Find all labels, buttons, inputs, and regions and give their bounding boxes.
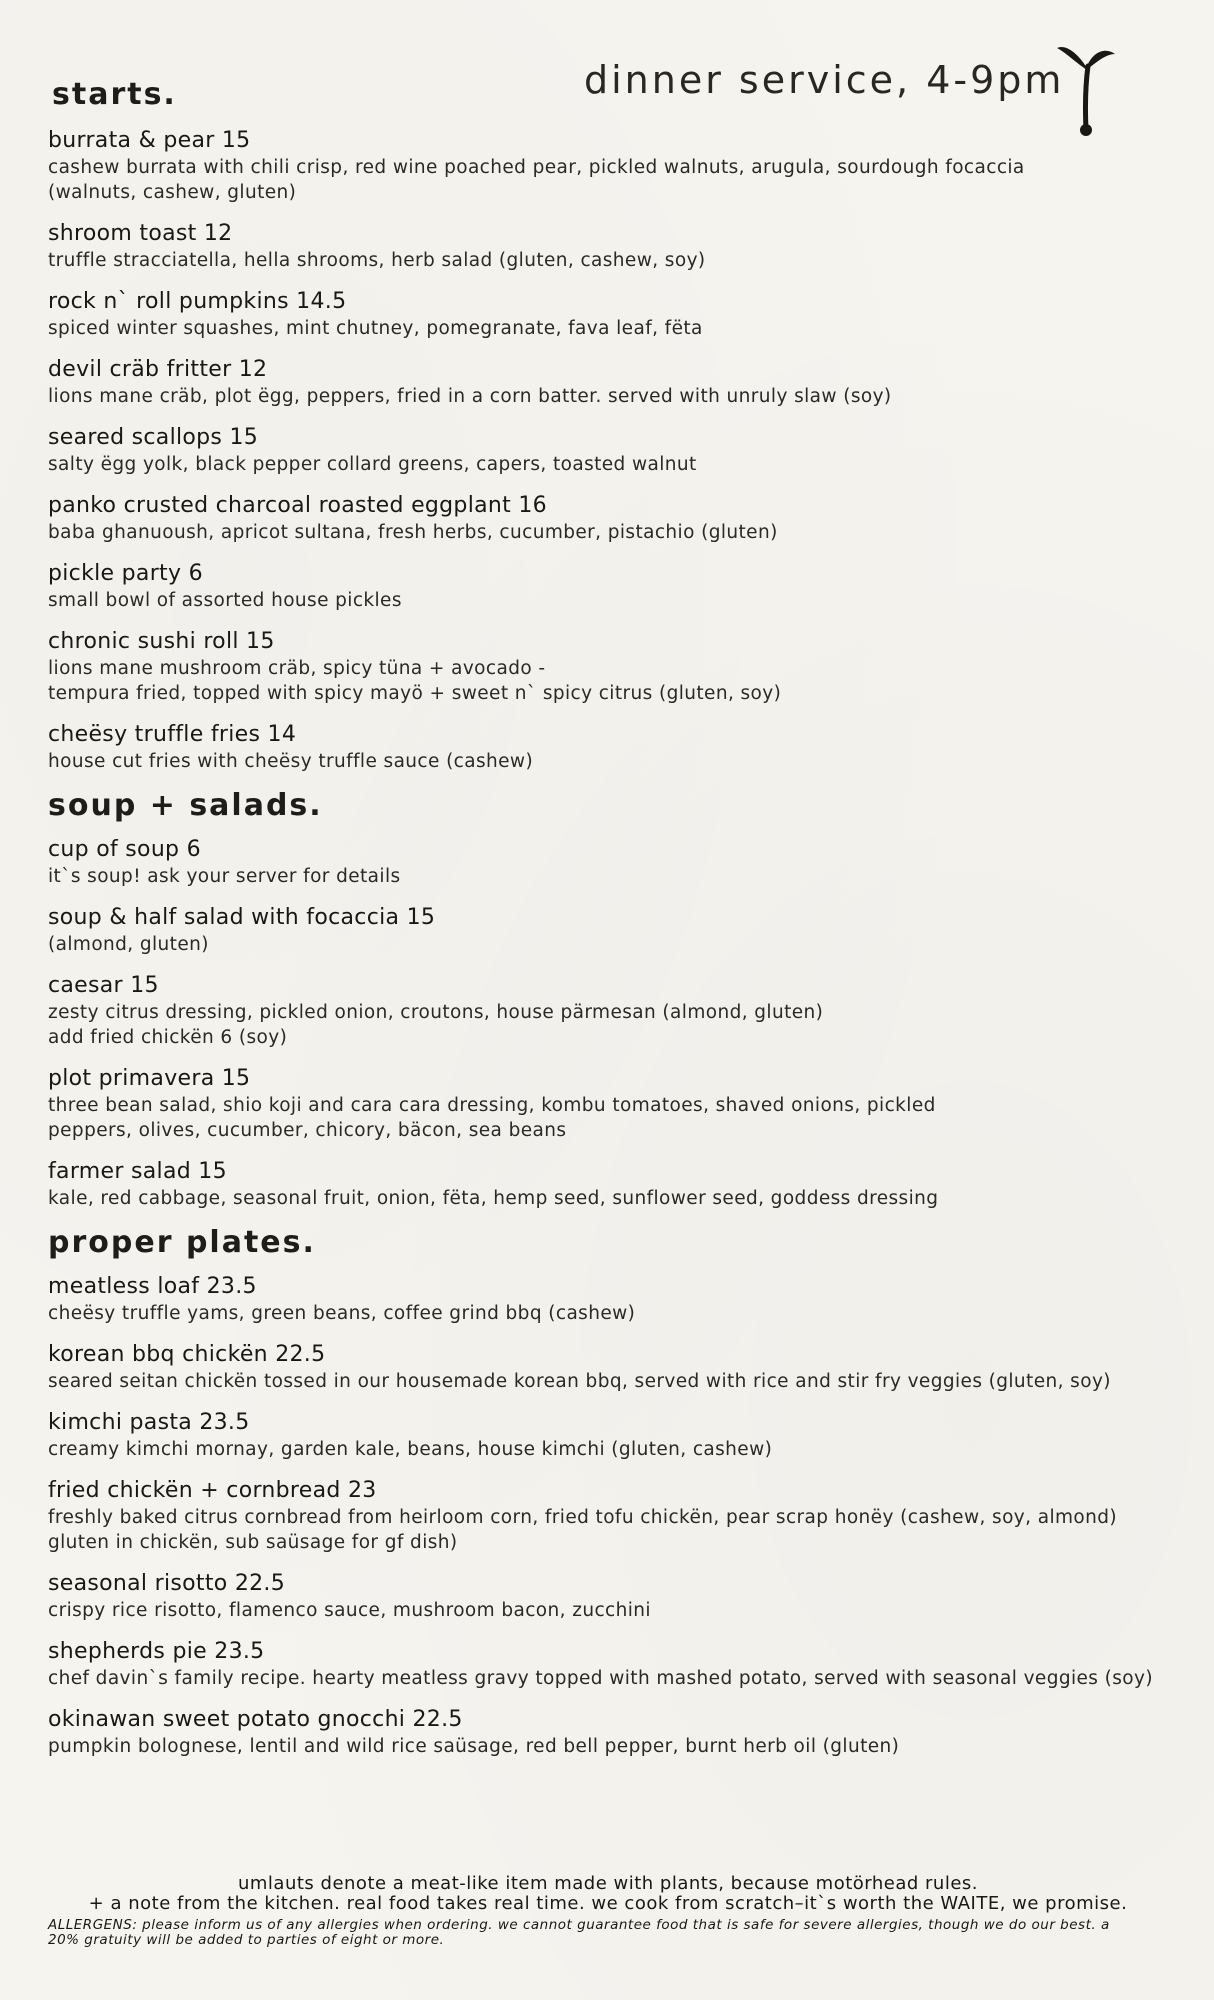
item-name: korean bbq chickën 22.5 — [48, 1342, 326, 1367]
section-title-proper-plates: proper plates. — [48, 1225, 316, 1260]
item-name: cheësy truffle fries 14 — [48, 722, 297, 747]
menu-item — [48, 1477, 1168, 1555]
menu-item — [48, 356, 1168, 409]
item-description: lions mane mushroom cräb, spicy tüna + avocado - tempura fried, topped with spicy mayö + sweet n` spicy citrus (gluten, soy) — [48, 658, 782, 704]
item-name: pickle party 6 — [48, 561, 203, 586]
proper-plates-list — [48, 1273, 1168, 1759]
item-name: shroom toast 12 — [48, 221, 233, 246]
menu-item — [48, 1273, 1168, 1326]
item-description: truffle stracciatella, hella shrooms, herb salad (gluten, cashew, soy) — [48, 250, 706, 271]
item-description: lions mane cräb, plot ëgg, peppers, fried in a corn batter. served with unruly slaw (soy) — [48, 386, 892, 407]
menu-item — [48, 1570, 1168, 1623]
item-description: creamy kimchi mornay, garden kale, beans, house kimchi (gluten, cashew) — [48, 1439, 773, 1460]
allergens-note: ALLERGENS: please inform us of any allergies when ordering. we cannot guarantee food that is safe for severe allergies, though we do our best. a 20% gratuity will be added to parties of eight or more. — [48, 1917, 1110, 1948]
item-name: plot primavera 15 — [48, 1066, 251, 1091]
item-description: house cut fries with cheësy truffle sauce (cashew) — [48, 751, 534, 772]
item-description: salty ëgg yolk, black pepper collard greens, capers, toasted walnut — [48, 454, 697, 475]
menu-item — [48, 972, 1168, 1050]
menu-item — [48, 721, 1168, 774]
section-title-starts: starts. — [52, 77, 177, 112]
item-name: panko crusted charcoal roasted eggplant 16 — [48, 493, 547, 518]
item-name: seasonal risotto 22.5 — [48, 1571, 285, 1596]
item-description: three bean salad, shio koji and cara cara dressing, kombu tomatoes, shaved onions, pickled peppers, olives, cucumber, chicory, bäcon, sea beans — [48, 1095, 936, 1141]
item-name: caesar 15 — [48, 973, 159, 998]
menu-content — [48, 78, 1168, 1774]
item-name: farmer salad 15 — [48, 1159, 227, 1184]
item-description: (almond, gluten) — [48, 934, 209, 955]
item-description: small bowl of assorted house pickles — [48, 590, 402, 611]
item-description: cashew burrata with chili crisp, red wine poached pear, pickled walnuts, arugula, sourdough focaccia (walnuts, cashew, gluten) — [48, 157, 1025, 203]
menu-item — [48, 1706, 1168, 1759]
menu-item — [48, 1638, 1168, 1691]
menu-item — [48, 424, 1168, 477]
item-name: seared scallops 15 — [48, 425, 259, 450]
item-description: chef davin`s family recipe. hearty meatless gravy topped with mashed potato, served with seasonal veggies (soy) — [48, 1668, 1153, 1689]
menu-item — [48, 560, 1168, 613]
item-description: zesty citrus dressing, pickled onion, croutons, house pärmesan (almond, gluten) add fried chickën 6 (soy) — [48, 1002, 824, 1048]
item-description: seared seitan chickën tossed in our housemade korean bbq, served with rice and stir fry veggies (gluten, soy) — [48, 1371, 1111, 1392]
item-name: shepherds pie 23.5 — [48, 1639, 265, 1664]
umlaut-note: umlauts denote a meat-like item made with plants, because motörhead rules. — [237, 1873, 979, 1894]
item-name: rock n` roll pumpkins 14.5 — [48, 289, 347, 314]
item-description: it`s soup! ask your server for details — [48, 866, 401, 887]
kitchen-note: + a note from the kitchen. real food takes real time. we cook from scratch–it`s worth the WAITE, we promise. — [88, 1893, 1128, 1914]
menu-item — [48, 127, 1168, 205]
item-description: freshly baked citrus cornbread from heirloom corn, fried tofu chickën, pear scrap honëy (cashew, soy, almond) gluten in chickën, sub saüsage for gf dish) — [48, 1507, 1118, 1553]
soup-salads-list — [48, 836, 1168, 1211]
service-hours-title: dinner service, 4-9pm — [584, 58, 1065, 102]
item-description: kale, red cabbage, seasonal fruit, onion, fëta, hemp seed, sunflower seed, goddess dressing — [48, 1188, 939, 1209]
item-description: cheësy truffle yams, green beans, coffee grind bbq (cashew) — [48, 1303, 636, 1324]
menu-item — [48, 220, 1168, 273]
item-description: spiced winter squashes, mint chutney, pomegranate, fava leaf, fëta — [48, 318, 703, 339]
menu-footer — [48, 1874, 1168, 1948]
menu-item — [48, 628, 1168, 706]
menu-item — [48, 904, 1168, 957]
item-description: crispy rice risotto, flamenco sauce, mushroom bacon, zucchini — [48, 1600, 651, 1621]
item-name: cup of soup 6 — [48, 837, 201, 862]
section-title-soup-salads: soup + salads. — [48, 788, 323, 823]
menu-item — [48, 1065, 1168, 1143]
item-description: pumpkin bolognese, lentil and wild rice saüsage, red bell pepper, burnt herb oil (gluten) — [48, 1736, 900, 1757]
item-name: burrata & pear 15 — [48, 128, 251, 153]
item-name: kimchi pasta 23.5 — [48, 1410, 250, 1435]
menu-item — [48, 492, 1168, 545]
item-name: okinawan sweet potato gnocchi 22.5 — [48, 1707, 463, 1732]
item-name: meatless loaf 23.5 — [48, 1274, 257, 1299]
item-name: soup & half salad with focaccia 15 — [48, 905, 436, 930]
starts-list — [48, 127, 1168, 774]
menu-item — [48, 1409, 1168, 1462]
item-name: chronic sushi roll 15 — [48, 629, 275, 654]
menu-item — [48, 1341, 1168, 1394]
item-description: baba ghanuoush, apricot sultana, fresh herbs, cucumber, pistachio (gluten) — [48, 522, 778, 543]
item-name: fried chickën + cornbread 23 — [48, 1478, 377, 1503]
item-name: devil cräb fritter 12 — [48, 357, 268, 382]
menu-item — [48, 1158, 1168, 1211]
menu-item — [48, 836, 1168, 889]
menu-item — [48, 288, 1168, 341]
